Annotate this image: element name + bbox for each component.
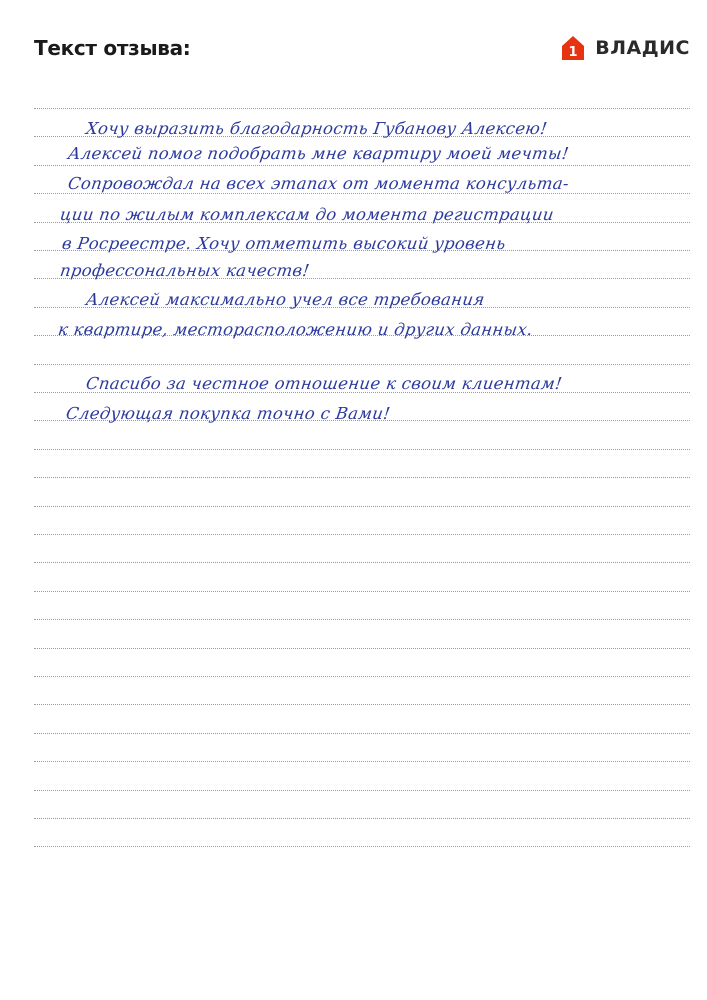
brand — [559, 34, 690, 62]
ruled-line — [34, 733, 690, 734]
ruled-line — [34, 818, 690, 819]
review-line: Следующая покупка точно с Вами! — [64, 404, 392, 423]
ruled-line — [34, 648, 690, 649]
ruled-line — [34, 846, 690, 847]
review-line: Сопровождал на всех этапах от момента консульта- — [66, 174, 571, 193]
review-line: Спасибо за честное отношение к своим клиентам! — [84, 374, 564, 393]
ruled-line — [34, 761, 690, 762]
review-line: профессональных качеств! — [58, 261, 311, 280]
ruled-line — [34, 619, 690, 620]
house-logo-icon — [559, 34, 587, 62]
ruled-line — [34, 165, 690, 166]
brand-name: ВЛАДИС — [595, 37, 690, 59]
review-line: Алексей максимально учел все требования — [84, 290, 486, 309]
ruled-line — [34, 108, 690, 109]
ruled-line — [34, 534, 690, 535]
brand-logo-digit: 1 — [568, 45, 578, 60]
page-header — [34, 34, 690, 68]
ruled-line — [34, 790, 690, 791]
review-line: в Росреестре. Хочу отметить высокий уровень — [60, 234, 508, 253]
ruled-line — [34, 591, 690, 592]
ruled-line — [34, 449, 690, 450]
review-line: Хочу выразить благодарность Губанову Алексею! — [84, 119, 549, 138]
ruled-line — [34, 364, 690, 365]
ruled-line — [34, 477, 690, 478]
ruled-line — [34, 704, 690, 705]
ruled-line — [34, 193, 690, 194]
ruled-line — [34, 676, 690, 677]
ruled-line — [34, 562, 690, 563]
review-line: ции по жилым комплексам до момента регистрации — [58, 205, 556, 224]
review-line: к квартире, месторасположению и других данных. — [56, 320, 534, 339]
page-title: Текст отзыва: — [34, 36, 191, 60]
review-line: Алексей помог подобрать мне квартиру моей мечты! — [66, 144, 571, 163]
ruled-line — [34, 506, 690, 507]
